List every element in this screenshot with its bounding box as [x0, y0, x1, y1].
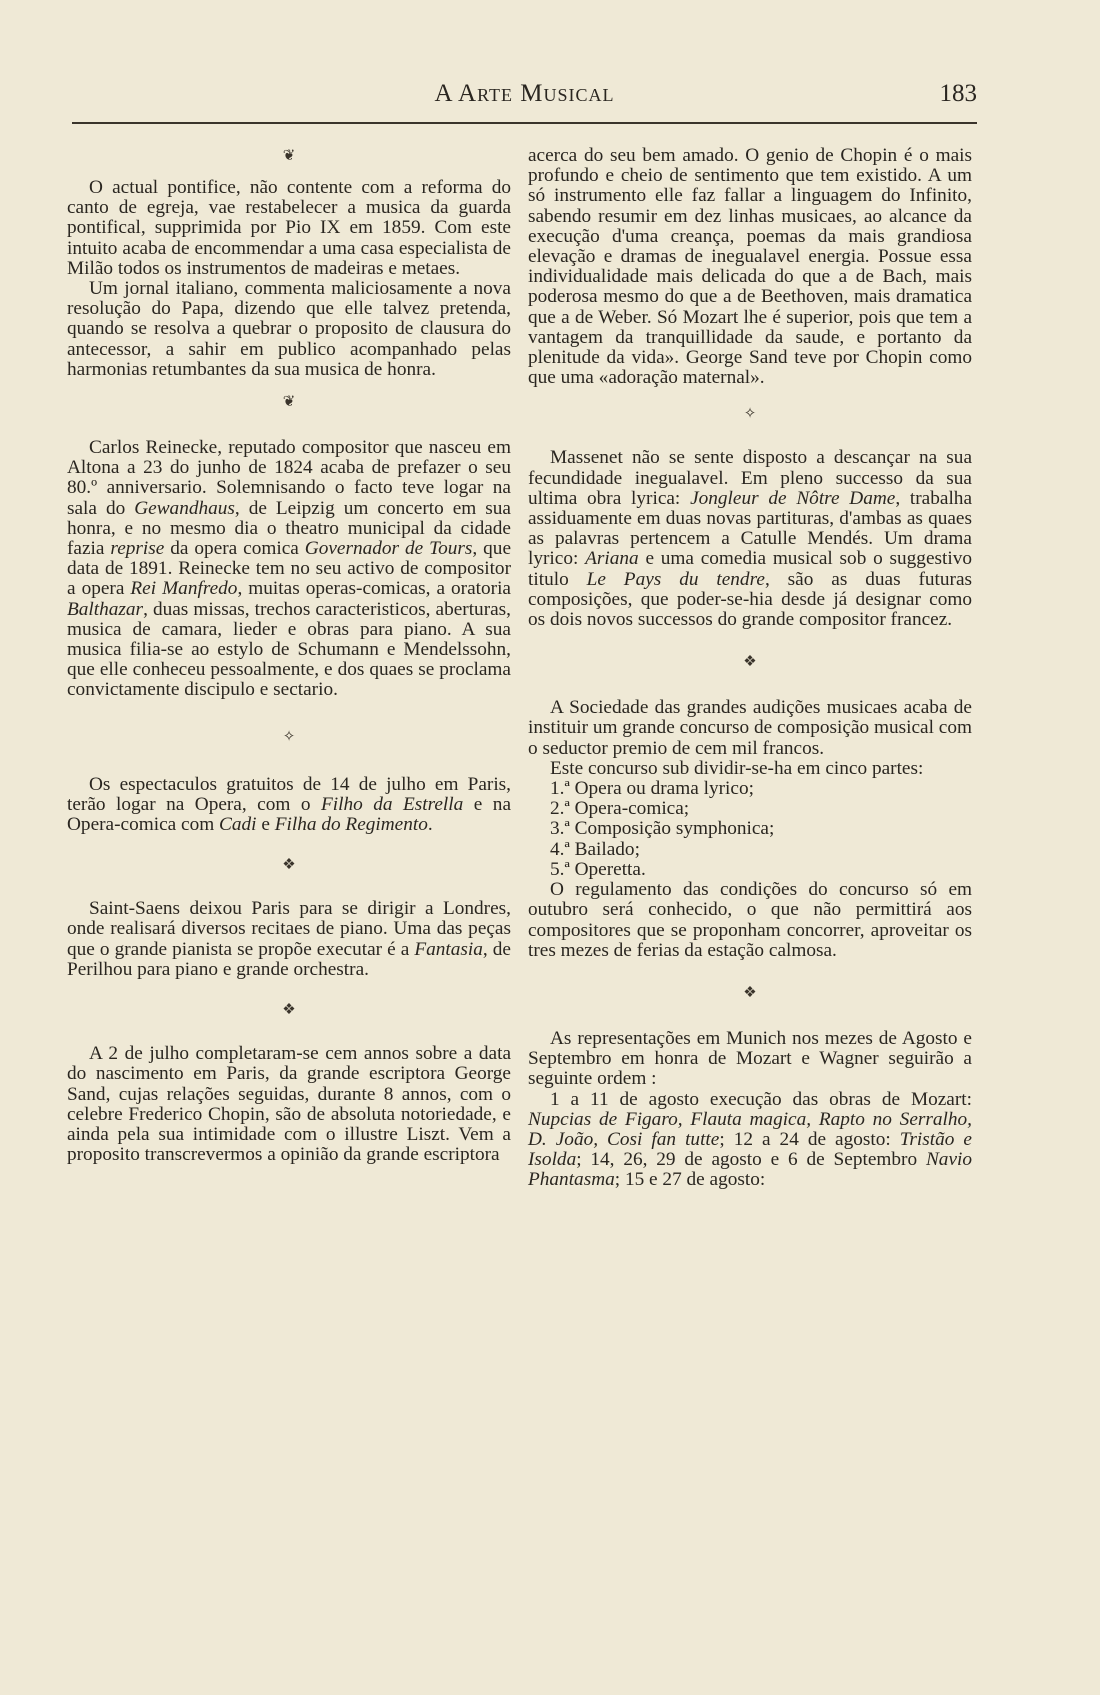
- paragraph-jornal-italiano: Um jornal italiano, commenta maliciosamente a nova resolução do Papa, dizendo que elle talvez pretenda, quando se resolva a quebrar o proposito de clausura do antecessor, a sahir em publico acompanhado pelas harmonias retumbantes da sua musica de honra.: [67, 278, 511, 380]
- section-ornament-icon: ✧: [743, 406, 757, 423]
- text: e na Opera-comica com: [67, 793, 511, 836]
- paragraph-chopin-continued: acerca do seu bem amado. O genio de Chopin é o mais profundo e cheio de sentimento que tem existido. A um só instrumento elle faz fallar a linguagem do Infinito, sabendo resumir em dez linhas musicaes, ao alcance da execução d'uma creança, poemas da mais grandiosa elevação e dramas de inegualavel energia. Possue essa individualidade mais delicada do que a de Bach, mais poderosa mesmo do que a de Beethoven, mais dramatica que a de Weber. Só Mozart lhe é superior, pois que tem a vantagem da tranquillidade da saude, e portanto da plenitude da vida». George Sand teve por Chopin como que uma «adoração maternal».: [528, 145, 972, 389]
- paragraph-massenet: [528, 448, 972, 630]
- list-item: 1.ª Opera ou drama lyrico;: [550, 778, 754, 800]
- text: 1 a 11 de agosto execução das obras de Mozart:: [550, 1088, 972, 1110]
- italic-text: Filha do Regimento: [274, 814, 428, 836]
- text: ; 14, 26, 29 de agosto e 6 de Septembro: [576, 1149, 926, 1171]
- text: , duas missas, trechos caracteristicos, aberturas, musica de camara, lieder e obras para piano. A sua musica filia-se ao estylo de Schumann e Mendelssohn, que elle conheceu pessoalmente, e dos quaes se proclama convictamente discipulo e sectario.: [67, 598, 511, 701]
- page-header: [72, 80, 977, 116]
- list-item: 3.ª Composição symphonica;: [550, 818, 775, 840]
- italic-text: Gewandhaus: [134, 497, 235, 519]
- section-ornament-icon: ❖: [743, 654, 757, 671]
- italic-text: Le Pays du tendre: [586, 568, 765, 590]
- concurso-list: [528, 779, 972, 880]
- text: , que data de 1891. Reinecke tem no seu activo de compositor a opera: [67, 538, 511, 600]
- paragraph-mozart-schedule: [528, 1090, 972, 1191]
- paragraph-george-sand: A 2 de julho completaram-se cem annos sobre a data do nascimento em Paris, da grande escriptora George Sand, cujas relações seguidas, durante 8 annos, com o celebre Frederico Chopin, são de absoluta notoriedade, e ainda pela sua intimidade com o illustre Liszt. Vem a proposito transcrevermos a opinião da grande escriptora: [67, 1043, 511, 1166]
- list-item: 2.ª Opera-comica;: [550, 798, 690, 820]
- section-ornament-icon: ❖: [282, 857, 296, 874]
- text: , são as duas futuras composições, que poder-se-hia desde já designar como os dois novos successos do grande compositor francez.: [528, 568, 973, 631]
- text: ; 12 a 24 de agosto:: [719, 1128, 900, 1150]
- italic-text: reprise: [110, 538, 165, 560]
- paragraph-sociedade: A Sociedade das grandes audições musicaes acaba de instituir um grande concurso de composição musical com o seductor premio de cem mil francos.: [528, 697, 972, 759]
- section-ornament-icon: ❦: [282, 148, 296, 164]
- italic-text: Navio Phantasma: [528, 1149, 972, 1191]
- text: , muitas operas-comicas, a oratoria: [237, 578, 511, 600]
- text: Os espectaculos gratuitos de 14 de julho em Paris, terão logar na Opera, com o: [67, 773, 511, 815]
- italic-text: Tristão e Isolda: [528, 1128, 972, 1171]
- text: e: [256, 814, 275, 836]
- paragraph-concurso: Este concurso sub dividir-se-ha em cinco partes:: [550, 757, 924, 779]
- italic-text: Rei Manfredo: [130, 578, 238, 600]
- section-ornament-icon: ❖: [282, 1002, 296, 1019]
- italic-text: Cadi: [219, 814, 257, 836]
- text: e uma comedia musical sob o suggestivo titulo: [528, 548, 973, 590]
- section-ornament-icon: ❦: [282, 394, 296, 411]
- text: .: [427, 814, 433, 836]
- paragraph-espectaculos: [67, 775, 511, 836]
- text: da opera comica: [164, 538, 305, 560]
- section-ornament-icon: ✧: [282, 728, 296, 745]
- section-ornament-icon: ❖: [743, 984, 757, 1001]
- text: ; 15 e 27 de agosto:: [614, 1169, 766, 1191]
- text: , trabalha assiduamente em duas novas partituras, d'ambas as quaes as palavras pertencem a Catulle Mendés. Um drama lyrico:: [528, 487, 972, 570]
- list-item: 5.ª Operetta.: [550, 858, 646, 880]
- text: Saint-Saens deixou Paris para se dirigir a Londres, onde realisará diversos recitaes de piano. Uma das peças que o grande pianista se propõe executar é a: [67, 898, 511, 960]
- italic-text: Fantasia: [414, 938, 483, 960]
- italic-text: Balthazar: [67, 598, 144, 620]
- paragraph-pontifice: O actual pontifice, não contente com a reforma do canto de egreja, vae restabelecer a musica da guarda pontifical, supprimida por Pio IX em 1859. Com este intuito acaba de encommendar a uma casa especialista de Milão todos os instrumentos de madeiras e metaes.: [67, 177, 511, 279]
- italic-text: Filho da Estrella: [320, 793, 464, 815]
- left-column: [67, 146, 511, 1165]
- italic-text: Jongleur de Nôtre Dame: [690, 487, 896, 509]
- right-column: [528, 146, 972, 1191]
- italic-text: Nupcias de Figaro, Flauta magica, Rapto no Serralho, D. João, Cosi fan tutte: [528, 1108, 972, 1150]
- paragraph-reinecke: [67, 438, 511, 701]
- list-item: 4.ª Bailado;: [550, 838, 640, 860]
- page-number: 183: [939, 80, 977, 107]
- paragraph-regulamento: O regulamento das condições do concurso só em outubro será conhecido, o que não permittirá aos compositores que se proponham concorrer, aproveitar os tres mezes de ferias da estação calmosa.: [528, 879, 972, 961]
- italic-text: Governador de Tours: [304, 538, 473, 560]
- running-title: A Arte Musical: [434, 80, 615, 107]
- header-rule: [72, 122, 977, 124]
- text: , de Leipzig um concerto em sua honra, e no mesmo dia o theatro municipal da cidade fazia: [67, 497, 511, 560]
- italic-text: Ariana: [585, 548, 639, 570]
- paragraph-saint-saens: [67, 899, 511, 980]
- text: , de Perilhou para piano e grande orchestra.: [67, 938, 511, 980]
- text: Massenet não se sente disposto a descançar na sua fecundidade inegualavel. Em pleno successo da sua ultima obra lyrica:: [528, 447, 972, 509]
- paragraph-munich: As representações em Munich nos mezes de Agosto e Septembro em honra de Mozart e Wagner seguirão a seguinte ordem :: [528, 1027, 972, 1090]
- text: Carlos Reinecke, reputado compositor que nasceu em Altona a 23 do junho de 1824 acaba de prefazer o seu 80.º anniversario. Solemnisando o facto teve logar na sala do: [67, 437, 511, 519]
